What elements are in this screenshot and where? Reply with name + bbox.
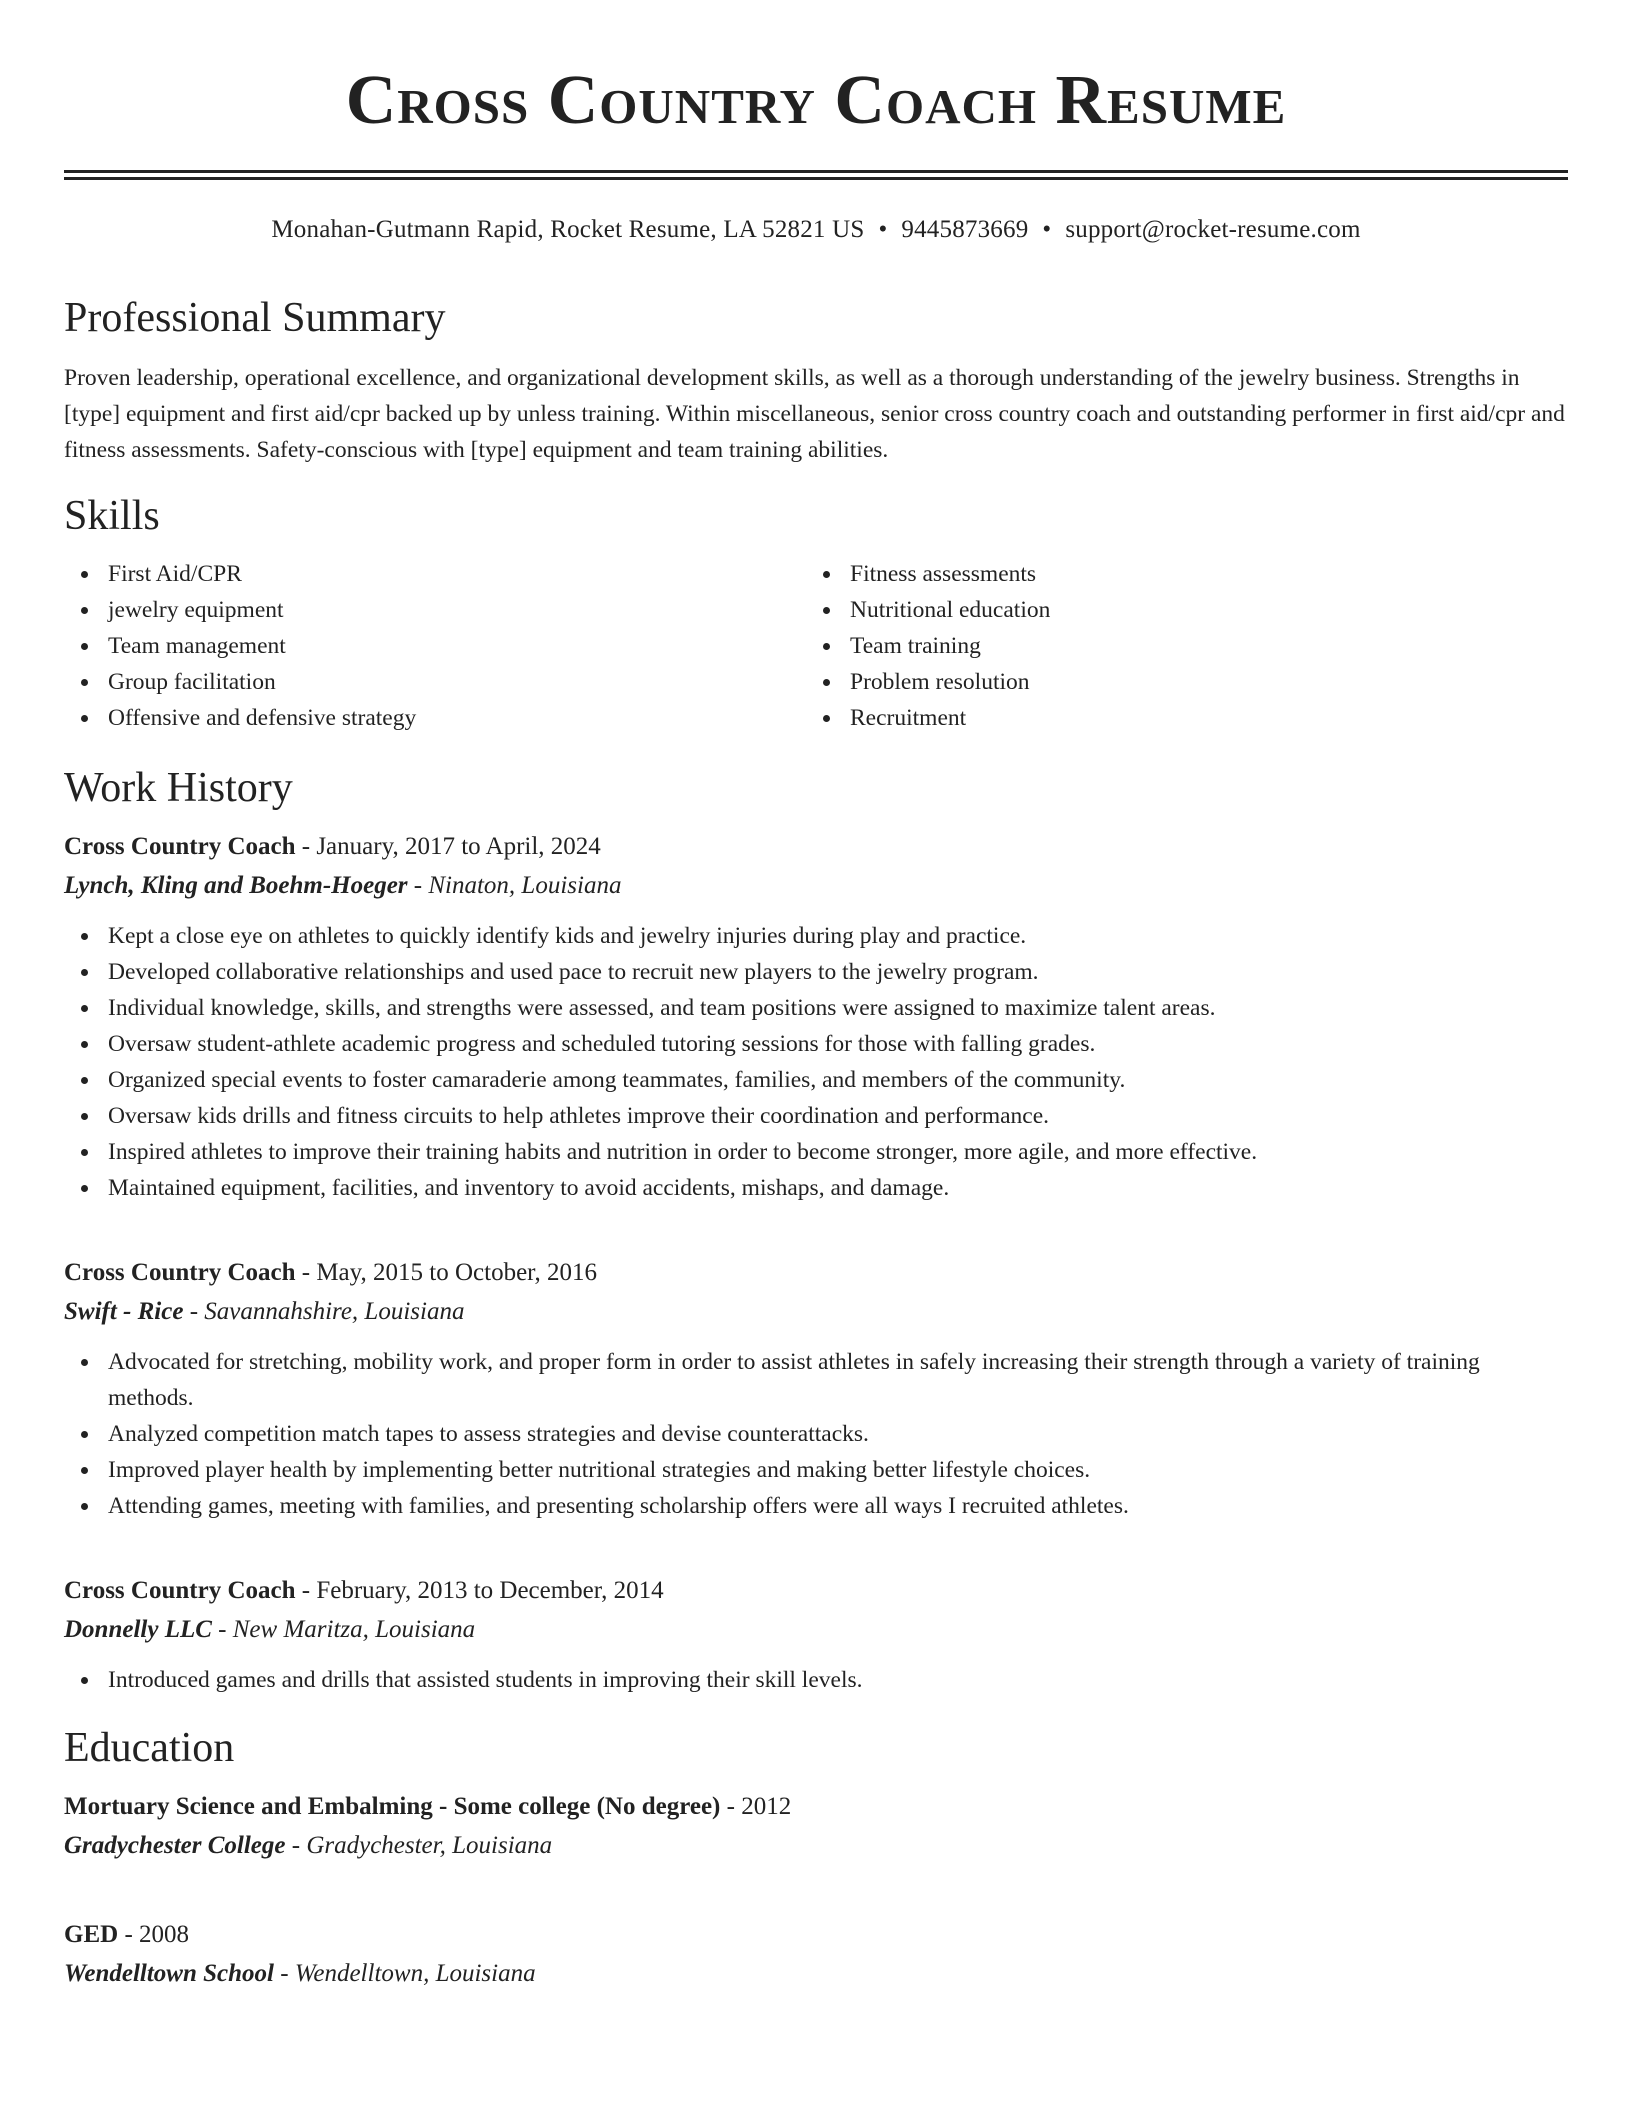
job-dates: May, 2015 to October, 2016 bbox=[316, 1259, 597, 1286]
skill-item: jewelry equipment bbox=[64, 592, 806, 628]
job-bullet: Attending games, meeting with families, and presenting scholarship offers were all ways I recruited athletes. bbox=[64, 1488, 1568, 1524]
job-dates: February, 2013 to December, 2014 bbox=[316, 1577, 664, 1604]
skills-heading: Skills bbox=[64, 493, 160, 539]
education-location: Wendelltown, Louisiana bbox=[294, 1960, 536, 1987]
job-company: Lynch, Kling and Boehm-Hoeger bbox=[64, 872, 408, 899]
page-title: Cross Country Coach Resume bbox=[345, 62, 1287, 139]
education-school: Gradychester College bbox=[64, 1832, 286, 1859]
job-bullet: Organized special events to foster camaraderie among teammates, families, and members of the community. bbox=[64, 1062, 1568, 1098]
job-bullets bbox=[64, 918, 1568, 1206]
job-bullet: Inspired athletes to improve their training habits and nutrition in order to become stronger, more agile, and more effective. bbox=[64, 1134, 1568, 1170]
skill-item: Recruitment bbox=[806, 700, 1548, 736]
job-role: Cross Country Coach bbox=[64, 1577, 296, 1604]
education-header: Mortuary Science and Embalming - Some college (No degree) - 2012 bbox=[64, 1793, 792, 1820]
contact-line bbox=[64, 214, 1568, 246]
contact-address: Monahan-Gutmann Rapid, Rocket Resume, LA 52821 US bbox=[271, 216, 865, 243]
job-company-line: Swift - Rice - Savannahshire, Louisiana bbox=[64, 1298, 465, 1325]
skill-item: First Aid/CPR bbox=[64, 556, 806, 592]
contact-email: support@rocket-resume.com bbox=[1065, 216, 1361, 243]
job-location: Ninaton, Louisiana bbox=[428, 872, 622, 899]
education-header: GED - 2008 bbox=[64, 1921, 190, 1948]
education-degree: Mortuary Science and Embalming - Some college (No degree) bbox=[64, 1793, 721, 1820]
job-bullet: Oversaw student-athlete academic progress and scheduled tutoring sessions for those with falling grades. bbox=[64, 1026, 1568, 1062]
education-heading: Education bbox=[64, 1725, 235, 1771]
spacer bbox=[64, 1206, 1568, 1236]
education-year: 2012 bbox=[741, 1793, 792, 1820]
job-bullet: Improved player health by implementing better nutritional strategies and making better lifestyle choices. bbox=[64, 1452, 1568, 1488]
skill-item: Offensive and defensive strategy bbox=[64, 700, 806, 736]
job-company-line: Lynch, Kling and Boehm-Hoeger - Ninaton, Louisiana bbox=[64, 872, 622, 899]
job-entry bbox=[64, 1572, 1568, 1698]
skill-item: Problem resolution bbox=[806, 664, 1548, 700]
job-header: Cross Country Coach - January, 2017 to April, 2024 bbox=[64, 833, 601, 860]
job-role: Cross Country Coach bbox=[64, 1259, 296, 1286]
job-bullet: Maintained equipment, facilities, and inventory to avoid accidents, mishaps, and damage. bbox=[64, 1170, 1568, 1206]
job-header: Cross Country Coach - February, 2013 to December, 2014 bbox=[64, 1577, 664, 1604]
job-location: New Maritza, Louisiana bbox=[232, 1616, 476, 1643]
education-entry bbox=[64, 1916, 1568, 1994]
job-company: Donnelly LLC bbox=[64, 1616, 212, 1643]
job-header: Cross Country Coach - May, 2015 to October, 2016 bbox=[64, 1259, 597, 1286]
job-entry bbox=[64, 1254, 1568, 1524]
work-heading: Work History bbox=[64, 765, 293, 811]
summary-heading: Professional Summary bbox=[64, 295, 446, 341]
job-bullet: Advocated for stretching, mobility work, and proper form in order to assist athletes in safely increasing their strength through a variety of training methods. bbox=[64, 1344, 1568, 1416]
education-school: Wendelltown School bbox=[64, 1960, 274, 1987]
contact-phone: 9445873669 bbox=[901, 216, 1029, 243]
skill-item: Team management bbox=[64, 628, 806, 664]
education-year: 2008 bbox=[139, 1921, 190, 1948]
job-bullet: Kept a close eye on athletes to quickly identify kids and jewelry injuries during play and practice. bbox=[64, 918, 1568, 954]
skill-item: Nutritional education bbox=[806, 592, 1548, 628]
job-bullet: Developed collaborative relationships and used pace to recruit new players to the jewelry program. bbox=[64, 954, 1568, 990]
job-bullet: Oversaw kids drills and fitness circuits to help athletes improve their coordination and performance. bbox=[64, 1098, 1568, 1134]
job-role: Cross Country Coach bbox=[64, 833, 296, 860]
job-bullet: Individual knowledge, skills, and strengths were assessed, and team positions were assigned to maximize talent areas. bbox=[64, 990, 1568, 1026]
skills-column-right bbox=[806, 556, 1548, 736]
spacer bbox=[64, 1524, 1568, 1554]
skills-list bbox=[64, 556, 1568, 736]
job-entry bbox=[64, 828, 1568, 1206]
job-company: Swift - Rice bbox=[64, 1298, 184, 1325]
job-bullets bbox=[64, 1344, 1568, 1524]
job-location: Savannahshire, Louisiana bbox=[204, 1298, 465, 1325]
education-degree: GED bbox=[64, 1921, 119, 1948]
skill-item: Group facilitation bbox=[64, 664, 806, 700]
job-bullets bbox=[64, 1662, 1568, 1698]
education-school-line: Wendelltown School - Wendelltown, Louisiana bbox=[64, 1960, 536, 1987]
job-company-line: Donnelly LLC - New Maritza, Louisiana bbox=[64, 1616, 476, 1643]
education-location: Gradychester, Louisiana bbox=[306, 1832, 553, 1859]
education-entry bbox=[64, 1788, 1568, 1866]
summary-text: Proven leadership, operational excellence, and organizational development skills, as well as a thorough understanding of the jewelry business. Strengths in [type] equipment and first aid/cpr backed up by unless training. Within miscellaneous, senior cross country coach and outstanding performer in first aid/cpr and fitness assessments. Safety-conscious with [type] equipment and team training abilities. bbox=[64, 365, 1565, 463]
title-divider bbox=[64, 170, 1568, 180]
education-school-line: Gradychester College - Gradychester, Louisiana bbox=[64, 1832, 553, 1859]
job-bullet: Analyzed competition match tapes to assess strategies and devise counterattacks. bbox=[64, 1416, 1568, 1452]
job-bullet: Introduced games and drills that assisted students in improving their skill levels. bbox=[64, 1662, 1568, 1698]
job-dates: January, 2017 to April, 2024 bbox=[316, 833, 601, 860]
skill-item: Fitness assessments bbox=[806, 556, 1548, 592]
skill-item: Team training bbox=[806, 628, 1548, 664]
contact-separator: • bbox=[1042, 216, 1052, 243]
spacer bbox=[64, 1866, 1568, 1898]
contact-separator: • bbox=[878, 216, 888, 243]
skills-column-left bbox=[64, 556, 806, 736]
